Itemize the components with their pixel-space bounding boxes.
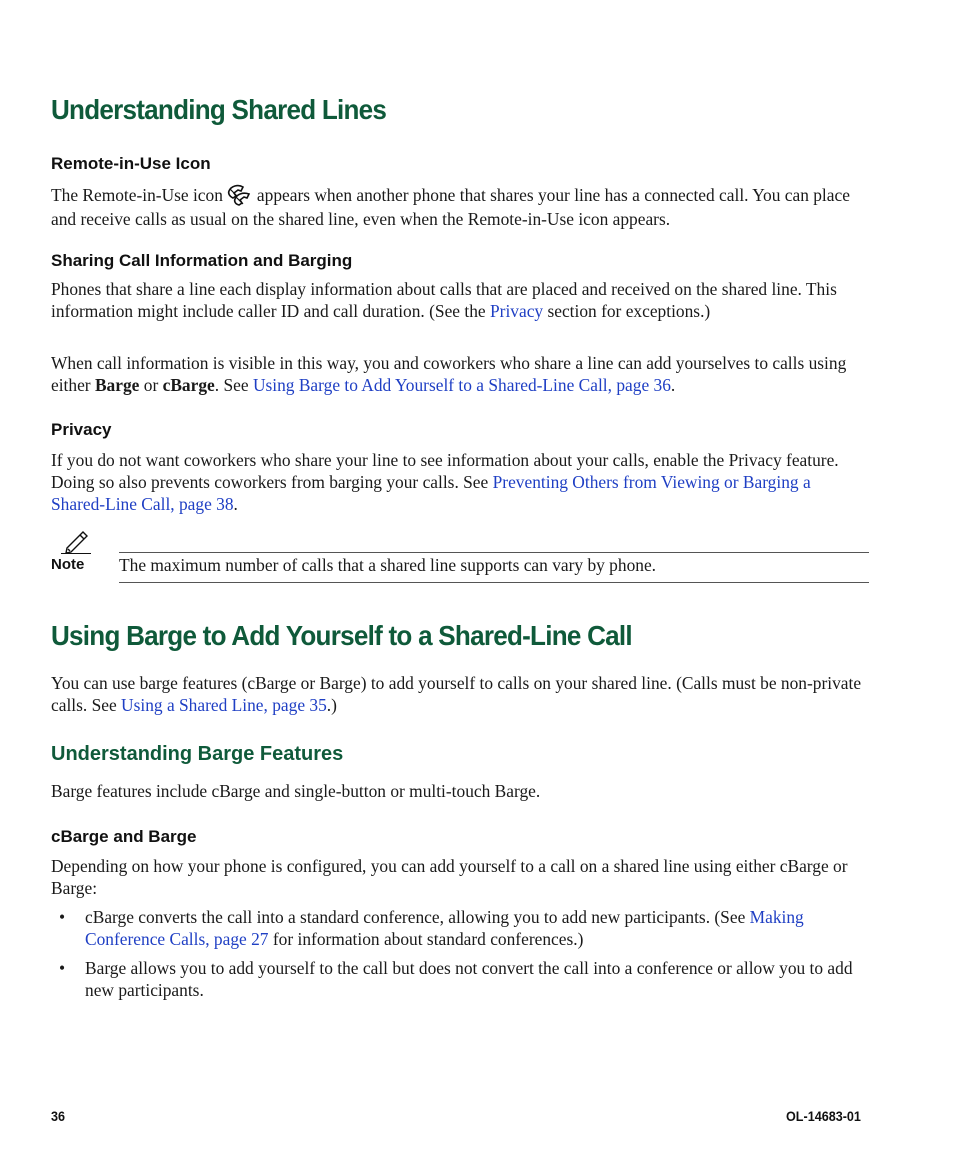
paragraph-cbarge: Depending on how your phone is configured, you can add yourself to a call on a shared line using either cBarge or Barge: [51,856,848,898]
bold-cbarge: cBarge [162,375,215,395]
pencil-icon [61,528,91,554]
bullet-dot: • [59,907,66,927]
remote-in-use-phone-icon [225,182,253,208]
document-id: OL-14683-01 [786,1108,861,1124]
heading-using-barge: Using Barge to Add Yourself to a Shared-Line Call [51,620,632,651]
note-text: The maximum number of calls that a shared line supports can vary by phone. [119,555,657,575]
heading-understanding-barge-features: Understanding Barge Features [51,743,344,765]
text: When call information is visible in this way, you and coworkers who share a line can add yourselves to calls using either [51,353,847,395]
text: appears when another phone that shares your line has a connected call. You can place and receive calls as usual on the shared line, even when the Remote-in-Use icon appears. [51,185,850,229]
text: You can use barge features (cBarge or Barge) to add yourself to calls on your shared line. (Calls must be non-private calls. See [51,673,862,715]
bullet-list [51,906,869,1008]
note-rule-bottom [119,582,869,583]
list-item [51,906,869,950]
heading-remote-in-use-icon: Remote-in-Use Icon [51,154,211,173]
bold-barge: Barge [94,375,140,395]
page-number: 36 [51,1108,66,1124]
link-making-conference-calls[interactable]: Making Conference Calls, page 27 [85,907,804,949]
text: The Remote-in-Use icon [51,185,223,205]
paragraph-sharing-info-2 [51,352,869,396]
paragraph-barge-intro [51,672,869,716]
text: If you do not want coworkers who share your line to see information about your calls, enable the Privacy feature. Doing so also prevents coworkers from barging your calls. See [51,450,839,492]
note-label: Note [51,556,85,573]
text: . [670,375,676,395]
paragraph-remote-in-use [51,182,869,230]
text: . [233,494,238,514]
text: cBarge converts the call into a standard conference, allowing you to add new participants. (See [85,907,746,927]
link-using-barge[interactable]: Using Barge to Add Yourself to a Shared-Line Call, page 36 [252,375,671,395]
text: . See [214,375,249,395]
text: section for exceptions.) [547,301,711,321]
text: or [143,375,159,395]
text: Barge allows you to add yourself to the call but does not convert the call into a conference or allow you to add new participants. [85,958,853,1000]
text: .) [326,695,337,715]
bullet-dot: • [59,958,66,978]
link-privacy[interactable]: Privacy [489,301,544,321]
heading-cbarge-and-barge: cBarge and Barge [51,827,197,846]
text: Phones that share a line each display information about calls that are placed and received on the shared line. This information might include caller ID and call duration. (See the [51,279,837,321]
paragraph-privacy [51,449,869,515]
paragraph-sharing-info-1 [51,278,869,322]
paragraph-barge-features: Barge features include cBarge and single-button or multi-touch Barge. [51,781,541,801]
link-preventing-others[interactable]: Preventing Others from Viewing or Barging a Shared-Line Call, page 38 [51,472,811,514]
link-using-shared-line[interactable]: Using a Shared Line, page 35 [121,695,327,715]
heading-privacy: Privacy [51,420,112,439]
note-rule-top [119,552,869,553]
text: for information about standard conferences.) [272,929,584,949]
list-item [51,957,869,1001]
heading-sharing-call-information: Sharing Call Information and Barging [51,251,353,270]
heading-understanding-shared-lines: Understanding Shared Lines [51,94,387,125]
note-box [51,528,869,584]
